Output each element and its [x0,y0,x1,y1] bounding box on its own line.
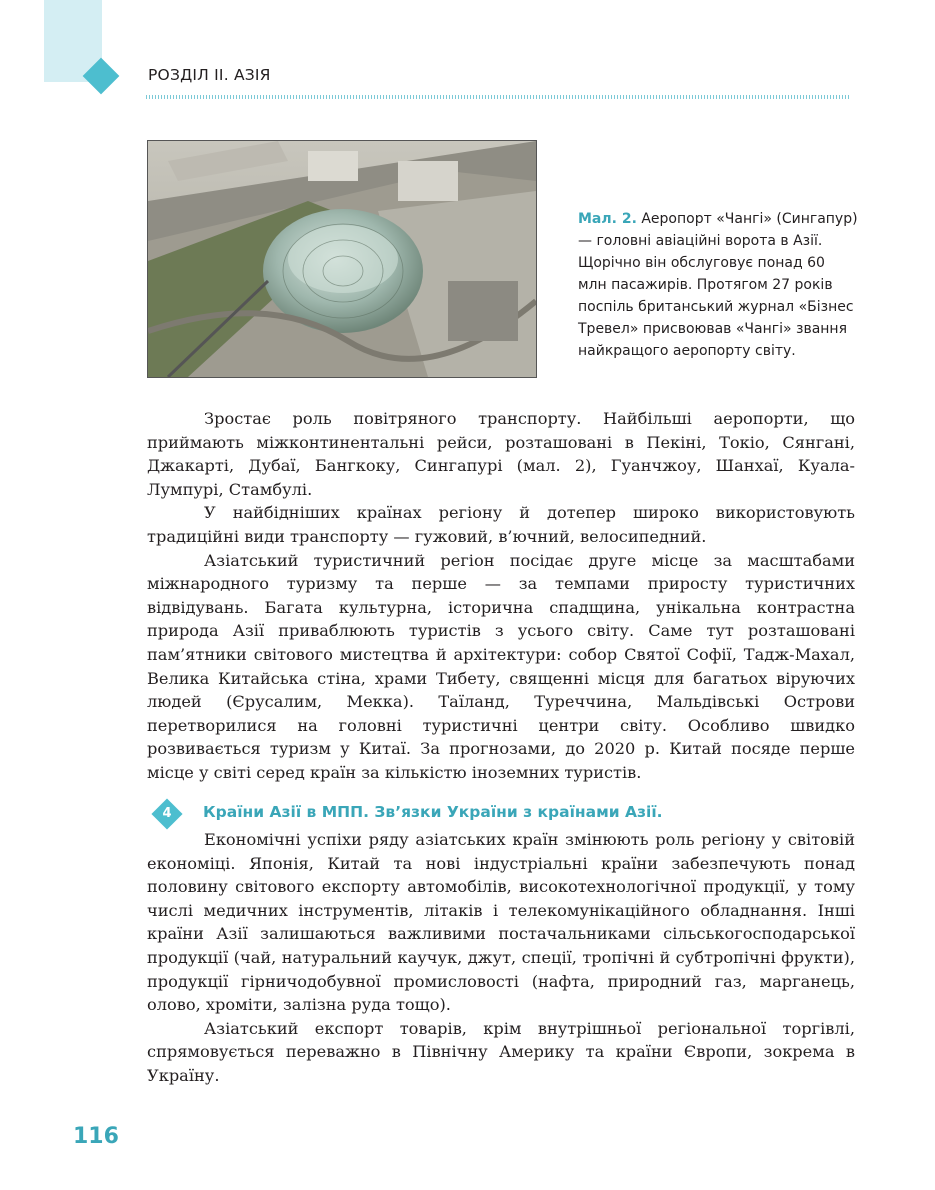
paragraph: Азіатський туристичний регіон посідає друге місце за масштабами міжнародного туризму та перше — за темпами приросту туристичних відвідувань. Багата культурна, історична спадщина, унікальна контрастна природа Азії приваблюють туристів з усього світу. Саме тут розташовані пам’ятники світового мистецтва й архітектури: собор Святої Софії, Тадж-Махал, Велика Китайська стіна, храми Тибету, священні місця для багатьох віруючих людей (Єрусалим, Мекка). Таїланд, Туреччина, Мальдівські Острови перетворилися на головні туристичні центри світу. Особливо швидко розвивається туризм у Китаї. За прогнозами, до 2020 р. Китай посяде перше місце у світі серед країн за кількістю іноземних туристів. [147,550,855,782]
subsection-heading: Країни Азії в МПП. Зв’язки України з країнами Азії. [203,803,663,821]
paragraph: Економічні успіхи ряду азіатських країн змінюють роль регіону у світовій економіці. Японія, Китай та нові індустріальні країни забезпечують понад половину світового експорту автомобілів, високотехнологічної продукції, у тому числі медичних інструментів, літаків і телекомунікаційного обладнання. Інші країни Азії залишаються важливими постачальниками сільськогосподарської продукції (чай, натуральний каучук, джут, спеції, тропічні й субтропічні фрукти), продукції гірничодобувної промисловості (нафта, природний газ, марганець, олово, хроміти, залізна руда тощо). [147,830,855,1015]
text-block-bottom [147,828,855,1088]
header-dotted-rule [146,95,851,99]
paragraph: Азіатський експорт товарів, крім внутрішньої регіональної торгівлі, спрямовується переважно в Північну Америку та країни Європи, зокрема в Україну. [147,1018,855,1085]
figure-caption-text: Аеропорт «Чангі» (Сингапур) — головні авіаційні ворота в Азії. Щорічно він обслуговує понад 60 млн пасажирів. Протягом 27 років поспіль британський журнал «Бізнес Тревел» присвоював «Чангі» звання найкращого аеропорту світу. [578,211,858,359]
airport-illustration [148,141,536,377]
paragraph: Зростає роль повітряного транспорту. Найбільші аеропорти, що приймають міжконтинентальні рейси, розташовані в Пекіні, Токіо, Сянгані, Джакарті, Дубаї, Бангкоку, Сингапурі (мал. 2), Гуанчжоу, Шанхаї, Куала-Лумпурі, Стамбулі. [147,409,855,499]
paragraph: У найбідніших країнах регіону й дотепер широко використовують традиційні види транспорту — гужовий, в’ючний, велосипедний. [147,503,855,546]
figure-caption [578,208,858,362]
text-block-top [147,407,855,785]
page-number: 116 [73,1124,119,1149]
subsection-number: 4 [162,806,172,821]
figure-label: Мал. 2. [578,211,637,227]
changi-airport-photo [147,140,537,378]
section-title: РОЗДІЛ ІІ. АЗІЯ [148,66,271,84]
